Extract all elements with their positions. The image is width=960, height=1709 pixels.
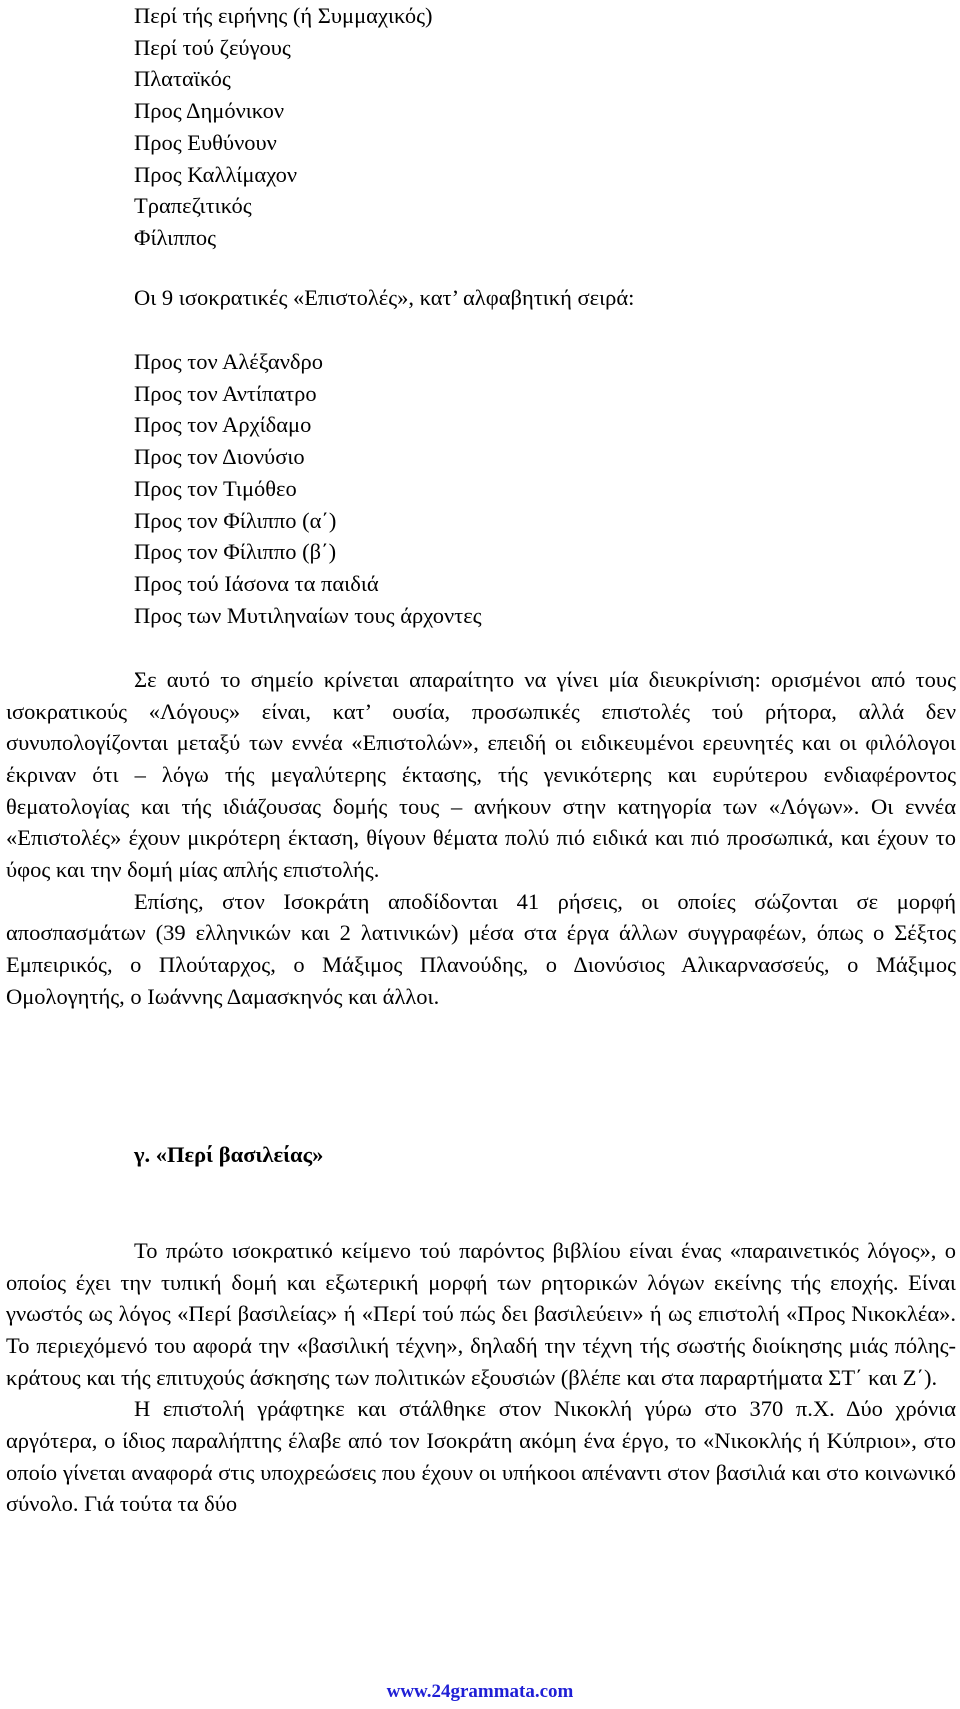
list-item: Φίλιππος — [134, 224, 217, 250]
list-item: Προς τον Φίλιππο (α΄) — [134, 507, 337, 533]
list-item: Προς τον Διονύσιο — [134, 444, 305, 470]
list-item: Προς τον Αντίπατρο — [134, 380, 317, 406]
list-item: Προς τον Φίλιππο (β΄) — [134, 539, 337, 565]
letters-intro: Οι 9 ισοκρατικές «Επιστολές», κατ’ αλφαβητική σειρά: — [134, 285, 635, 310]
list-item: Πλαταϊκός — [134, 66, 231, 92]
list-item: Προς των Μυτιληναίων τους άρχοντες — [134, 602, 482, 628]
list-item: Τραπεζιτικός — [134, 193, 252, 219]
peri-basileias-section — [6, 1235, 956, 1520]
list-item: Προς Δημόνικον — [134, 98, 285, 124]
list-item: Προς τον Αρχίδαμο — [134, 412, 312, 438]
list-item: Περί τής ειρήνης (ή Συμμαχικός) — [134, 3, 433, 28]
list-item: Προς Καλλίμαχον — [134, 161, 298, 187]
paragraph: Σε αυτό το σημείο κρίνεται απαραίτητο να γίνει μία διευκρίνιση: ορισμένοι από τους ισοκρατικούς «Λόγους» είναι, κατ’ ουσία, προσωπικές επιστολές τού ρήτορα, αλλά δεν συνυπολογίζονται μεταξύ των εννέα «Επιστολών», επειδή οι ειδικευμένοι ερευνητές και οι φιλόλογοι έκριναν ότι – λόγω τής μεγαλύτερης έκτασης, τής γενικότερης και ευρύτερου ενδιαφέροντος θεματολογίας και τής ιδιάζουσας δομής τους – ανήκουν στην κατηγορία των «Λόγων». Οι εννέα «Επιστολές» έχουν μικρότερη έκταση, θίγουν θέματα πολύ πιό ειδικά και πιό προσωπικά, και έχουν το ύφος και την δομή μίας απλής επιστολής. — [6, 667, 956, 882]
clarification-section — [6, 664, 956, 1012]
section-heading: γ. «Περί βασιλείας» — [134, 1142, 324, 1167]
list-item: Προς Ευθύνουν — [134, 129, 277, 155]
speeches-list — [134, 0, 433, 254]
paragraph: Επίσης, στον Ισοκράτη αποδίδονται 41 ρήσεις, οι οποίες σώζονται σε μορφή αποσπασμάτων (39 ελληνικών και 2 λατινικών) μέσα στα έργα άλλων συγγραφέων, όπως ο Σέξτος Εμπειρικός, ο Πλούταρχος, ο Μάξιμος Πλανούδης, ο Διονύσιος Αλικαρνασσεύς, ο Μάξιμος Ομολογητής, ο Ιωάννης Δαμασκηνός και άλλοι. — [6, 888, 956, 1009]
list-item: Προς τού Ιάσονα τα παιδιά — [134, 570, 379, 596]
list-item: Περί τού ζεύγους — [134, 34, 291, 60]
paragraph: Η επιστολή γράφτηκε και στάλθηκε στον Νικοκλή γύρω στο 370 π.Χ. Δύο χρόνια αργότερα, ο ίδιος παραλήπτης έλαβε από τον Ισοκράτη ακόμη ένα έργο, το «Νικοκλής ή Κύπριοι», στο οποίο γίνεται αναφορά στις υποχρεώσεις που έχουν οι υπήκοοι απέναντι στον βασιλιά και στο κοινωνικό σύνολο. Γιά τούτα τα δύο — [6, 1396, 956, 1517]
footer-link[interactable]: www.24grammata.com — [386, 1681, 574, 1702]
paragraph: Το πρώτο ισοκρατικό κείμενο τού παρόντος βιβλίου είναι ένας «παραινετικός λόγος», ο οποίος έχει την τυπική δομή και εξωτερική μορφή των ρητορικών λόγων εκείνης τής εποχής. Είναι γνωστός ως λόγος «Περί βασιλείας» ή «Περί τού πώς δει βασιλεύειν» ή ως επιστολή «Προς Νικοκλέα». Το περιεχόμενό του αφορά την «βασιλική τέχνη», δηλαδή την τέχνη τής σωστής διοίκησης μιάς πόλης-κράτους και τής επιτυχούς άσκησης των πολιτικών εξουσιών (βλέπε και στα παραρτήματα ΣΤ΄ και Ζ΄). — [6, 1238, 956, 1390]
list-item: Προς τον Αλέξανδρο — [134, 349, 323, 374]
list-item: Προς τον Τιμόθεο — [134, 475, 297, 501]
letters-list — [134, 346, 482, 631]
